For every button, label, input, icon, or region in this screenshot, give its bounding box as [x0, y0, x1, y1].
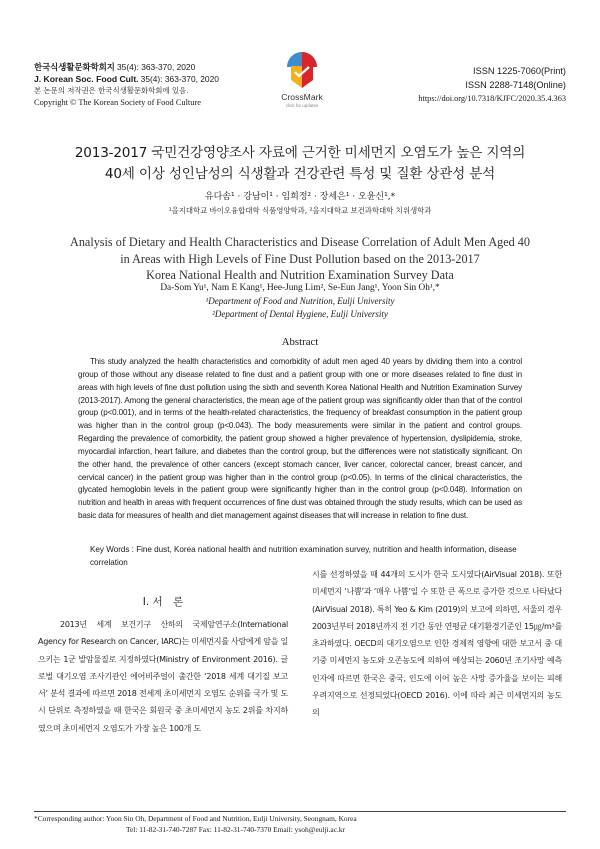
title-en	[20, 234, 580, 284]
journal-volume-en: 35(4): 363-370, 2020	[140, 73, 219, 84]
footnote-line2: Tel: 11-82-31-740-7287 Fax: 11-82-31-740-7370 Email: ysoh@eulji.ac.kr	[126, 824, 346, 834]
journal-name-ko: 한국식생활문화학회지	[34, 62, 115, 72]
keywords-text: Fine dust, Korea national health and nutrition examination survey, nutrition and health information, disease correlation	[90, 545, 517, 567]
copyright-ko: 본 논문의 저작권은 한국식생활문화학회에 있음.	[34, 86, 189, 95]
title-ko-line2: 40세 이상 성인남성의 식생활과 건강관련 특성 및 질환 상관성 분석	[104, 166, 496, 182]
footnote-divider	[34, 811, 566, 812]
affiliations-en	[20, 295, 580, 320]
authors-ko: 유다솜¹ · 강남이¹ · 임희정² · 장세은¹ · 오윤신¹,*	[204, 192, 396, 202]
affiliation-en-2: ²Department of Dental Hygiene, Eulji University	[212, 308, 388, 319]
abstract-text: This study analyzed the health characteristics and comorbidity of adult men aged 40 years by dividing them into a control group of those without any disease related to fine dust and a patient group with one or more diseases related to fine dust in areas with high levels of fine dust pollution using the sixth and seventh Korea National Health and Nutrition Examination Survey (2013-2017). Among the general characteristics, the mean age of the patient group was significantly older than that of the control group (p<0.001), and in terms of the health-related characteristics, the frequency of breakfast consumption in the patient group was higher than in the control group (p<0.043). The body measurements were similar in the patient and control groups. Regarding the prevalence of comorbidity, the patient group showed a higher prevalence of hypertension, dyslipidemia, stroke, myocardial infarction, heart failure, and diabetes than the control group, but the differences were not statistically significant. On the other hand, the prevalence of other cancers (except stomach cancer, liver cancer, colorectal cancer, breast cancer, and cervical cancer) in the patient group was higher than in the control group (p<0.05). In terms of the clinical characteristics, the glycated hemoglobin levels in the patient group were significantly higher than in the control group (p<0.048). Information on nutrition and health in areas with frequent occurrences of fine dust was obtained through the study results, which can be used as basic data for measures of health and diet management against diseases that will increase in relation to fine dust.	[78, 357, 522, 521]
title-en-line1: Analysis of Dietary and Health Characteristics and Disease Correlation of Adult Men Aged 40	[70, 235, 530, 249]
issn-print: ISSN 1225-7060(Print)	[473, 66, 566, 76]
body-column-right	[312, 566, 562, 722]
affiliations-ko: ¹을지대학교 바이오융합대학 식품영양학과, ²을지대학교 보건과학대학 치위생학과	[168, 206, 432, 215]
issn-block	[418, 64, 566, 106]
authors-en: Da-Som Yu¹, Nam E Kang¹, Hee-Jung Lim², Se-Eun Jang¹, Yoon Sin Oh¹,*	[160, 283, 440, 293]
crossmark-icon	[285, 50, 319, 92]
doi-link[interactable]: https://doi.org/10.7318/KJFC/2020.35.4.363	[418, 94, 566, 103]
abstract-body	[78, 356, 522, 523]
title-en-line3: Korea National Health and Nutrition Examination Survey Data	[146, 268, 454, 282]
abstract-heading: Abstract	[281, 336, 319, 348]
issn-online: ISSN 2288-7148(Online)	[465, 80, 566, 90]
title-en-line2: in Areas with High Levels of Fine Dust Pollution based on the 2013-2017	[120, 251, 480, 266]
title-ko-line1: 2013-2017 국민건강영양조사 자료에 근거한 미세먼지 오염도가 높은 지역의	[74, 145, 526, 161]
section-heading-introduction: Ⅰ. 서 론	[142, 596, 184, 608]
footnote	[34, 814, 566, 835]
body-column-left	[38, 616, 288, 737]
journal-volume-ko: 35(4): 363-370, 2020	[117, 62, 196, 72]
intro-paragraph-right: 시를 선정하였을 때 44개의 도시가 한국 도시였다(AirVisual 2018). 또한 미세먼지 ‘나쁨’과 ‘매우 나쁨’일 수 또한 큰 폭으로 증가한 것으로 나타났다(AirVisual 2018). 특히 Yeo & Kim (2019)의 보고에 의하면, 서울의 경우 2003년부터 2018년까지 전 기간 동안 연평균 대기환경기준인 15㎍/m³를 초과하였다. OECD의 대기오염으로 인한 경제적 영향에 대한 보고서 중 대기중 미세먼지 농도와 오존농도에 의하여 예상되는 2060년 조기사망 예측인자에 따르면 한국은 중국, 인도에 이어 높은 사망 증가율을 보이는 피해 우려지역으로 선정되었다(OECD 2016). 이에 따라 최근 미세먼지의 농도의	[312, 570, 562, 718]
journal-name-en: J. Korean Soc. Food Cult.	[34, 73, 139, 84]
footnote-line1: *Corresponding author: Yoon Sin Oh, Department of Food and Nutrition, Eulji University, Seongnam, Korea	[34, 814, 357, 823]
crossmark-sublabel: click for updates	[285, 103, 319, 108]
intro-paragraph-left: 2013년 세계 보건기구 산하의 국제암연구소(International Agency for Research on Cancer, IARC)는 미세먼지를 사람에게 암을 일으키는 1군 발암물질로 지정하였다(Ministry of Environment 2016). 글로벌 대기오염 조사기관인 에어비주얼이 출간한 ‘2018 세계 대기질 보고서’ 분석 결과에 따르면 2018 전세계 초미세먼지 오염도 순위를 국가 및 도시 단위로 측정하였을 때 한국은 회원국 중 초미세먼지 농도 2위를 차지하였으며 초미세먼지 오염도가 가장 높은 100개 도	[38, 620, 288, 733]
copyright-en: Copyright © The Korean Society of Food Culture	[34, 97, 201, 107]
title-ko	[20, 143, 580, 185]
keywords-label: Key Words :	[90, 545, 134, 554]
crossmark-label: CrossMark	[281, 92, 323, 102]
crossmark-badge[interactable]	[270, 50, 334, 122]
affiliation-en-1: ¹Department of Food and Nutrition, Eulji University	[205, 296, 395, 306]
